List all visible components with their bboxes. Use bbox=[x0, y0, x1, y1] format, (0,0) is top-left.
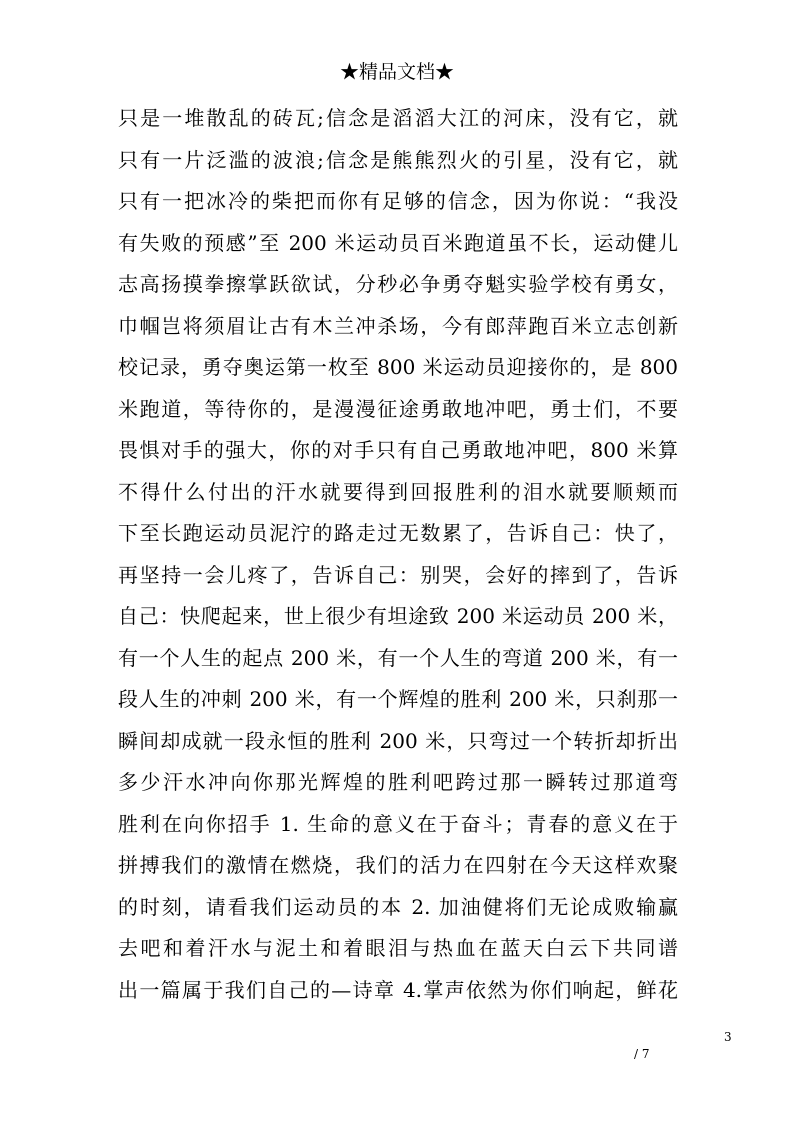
text-line-13: 自己：快爬起来，世上很少有坦途致 200 米运动员 200 米， bbox=[118, 604, 678, 628]
page-total: / 7 bbox=[634, 1047, 650, 1061]
text-line-19: 拼搏我们的激情在燃烧，我们的活力在四射在今天这样欢聚 bbox=[118, 853, 678, 877]
text-line-4: 有失败的预感”至 200 米运动员百米跑道虽不长，运动健儿 bbox=[118, 230, 678, 255]
text-line-17: 多少汗水冲向你那光辉煌的胜利吧跨过那一瞬转过那道弯 bbox=[118, 770, 678, 794]
text-line-6: 巾帼岂将须眉让古有木兰冲杀场，今有郎萍跑百米立志创新 bbox=[118, 313, 678, 338]
page-header-title: ★精品文档★ bbox=[339, 61, 454, 83]
text-line-12: 再坚持一会儿疼了，告诉自己：别哭，会好的摔到了，告诉 bbox=[118, 562, 678, 587]
text-line-3: 只有一把冰冷的柴把而你有足够的信念，因为你说：“我没 bbox=[118, 189, 678, 213]
text-line-2: 只有一片泛滥的波浪;信念是熊熊烈火的引星，没有它，就 bbox=[118, 147, 678, 172]
text-line-10: 不得什么付出的汗水就要得到回报胜利的泪水就要顺颊而 bbox=[118, 479, 678, 504]
text-line-11: 下至长跑运动员泥泞的路走过无数累了，告诉自己：快了， bbox=[118, 521, 678, 545]
text-line-7: 校记录，勇夺奥运第一枚至 800 米运动员迎接你的，是 800 bbox=[118, 355, 678, 379]
text-line-1: 只是一堆散乱的砖瓦;信念是滔滔大江的河床，没有它，就 bbox=[118, 106, 678, 130]
text-line-20: 的时刻，请看我们运动员的本 2. 加油健将们无论成败输赢 bbox=[118, 894, 678, 919]
text-line-9: 畏惧对手的强大，你的对手只有自己勇敢地冲吧，800 米算 bbox=[118, 438, 678, 462]
text-line-8: 米跑道，等待你的，是漫漫征途勇敢地冲吧，勇士们，不要 bbox=[118, 396, 678, 421]
text-line-22: 出一篇属于我们自己的—诗章 4.掌声依然为你们响起，鲜花 bbox=[118, 977, 678, 1002]
text-line-14: 有一个人生的起点 200 米，有一个人生的弯道 200 米，有一 bbox=[118, 645, 678, 670]
text-line-5: 志高扬摸拳擦掌跃欲试，分秒必争勇夺魁实验学校有勇女， bbox=[118, 272, 678, 296]
document-body bbox=[118, 98, 678, 1011]
text-line-15: 段人生的冲刺 200 米，有一个辉煌的胜利 200 米，只刹那一 bbox=[118, 687, 678, 711]
text-line-18: 胜利在向你招手 1. 生命的意义在于奋斗；青春的意义在于 bbox=[118, 811, 678, 836]
text-line-16: 瞬间却成就一段永恒的胜利 200 米，只弯过一个转折却折出 bbox=[118, 728, 678, 753]
text-line-21: 去吧和着汗水与泥土和着眼泪与热血在蓝天白云下共同谱 bbox=[118, 936, 678, 960]
page-number: 3 bbox=[724, 1030, 732, 1044]
